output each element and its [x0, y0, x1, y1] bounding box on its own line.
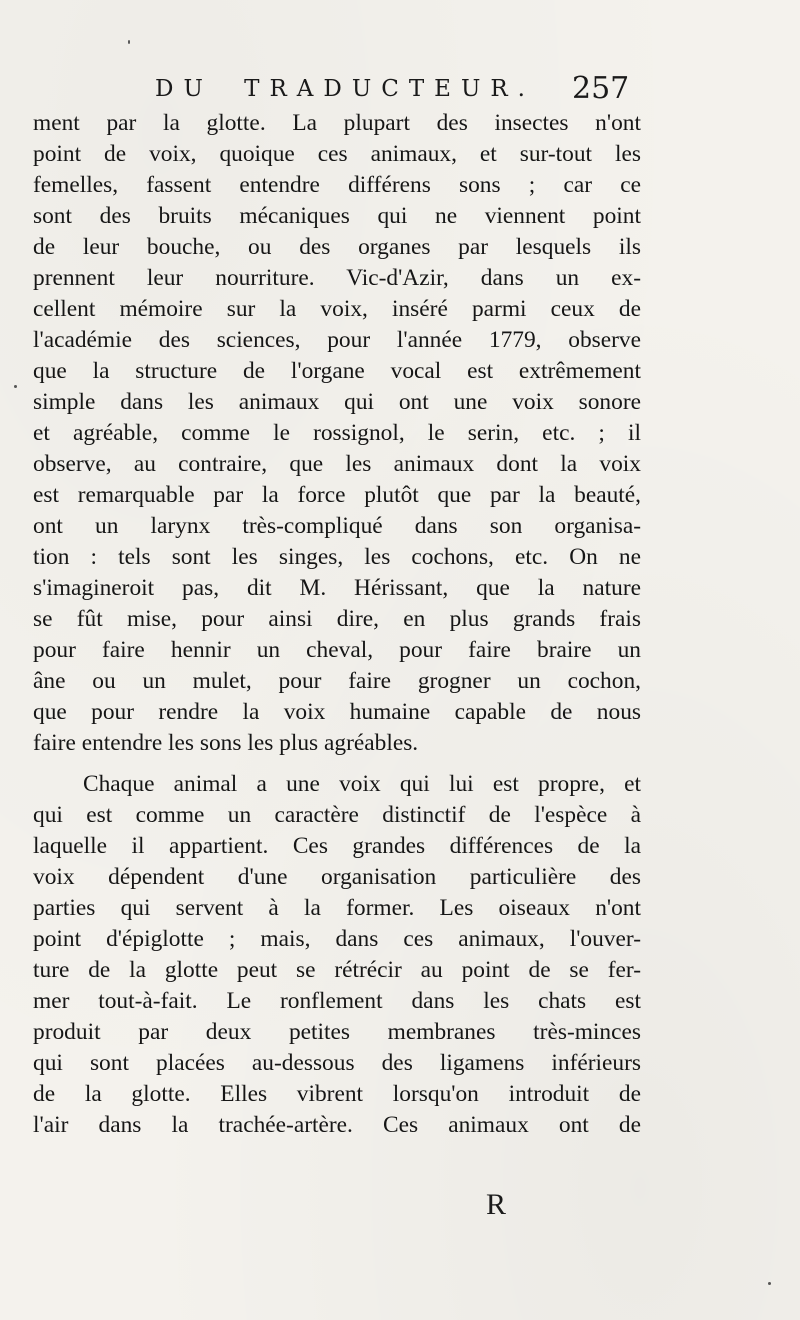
text-line: âne ou un mulet, pour faire grogner un cochon, — [33, 668, 641, 694]
text-line: et agréable, comme le rossignol, le serin, etc. ; il — [33, 420, 641, 446]
text-line: ment par la glotte. La plupart des insectes n'ont — [33, 110, 641, 136]
text-line: parties qui servent à la former. Les oiseaux n'ont — [33, 895, 641, 921]
text-line: produit par deux petites membranes très-minces — [33, 1019, 641, 1045]
text-line: sont des bruits mécaniques qui ne viennent point — [33, 203, 641, 229]
text-line: simple dans les animaux qui ont une voix sonore — [33, 389, 641, 415]
text-line: est remarquable par la force plutôt que par la beauté, — [33, 482, 641, 508]
text-line: qui sont placées au-dessous des ligamens inférieurs — [33, 1050, 641, 1076]
ink-speck — [768, 1282, 771, 1285]
text-line: de la glotte. Elles vibrent lorsqu'on introduit de — [33, 1081, 641, 1107]
text-line: observe, au contraire, que les animaux dont la voix — [33, 451, 641, 477]
text-line: ture de la glotte peut se rétrécir au point de se fer- — [33, 957, 641, 983]
text-line: tion : tels sont les singes, les cochons, etc. On ne — [33, 544, 641, 570]
text-line: que pour rendre la voix humaine capable de nous — [33, 699, 641, 725]
text-line: se fût mise, pour ainsi dire, en plus grands frais — [33, 606, 641, 632]
text-line: femelles, fassent entendre différens sons ; car ce — [33, 172, 641, 198]
ink-speck — [14, 385, 17, 388]
running-title: DU TRADUCTEUR. — [155, 76, 535, 102]
text-line: l'air dans la trachée-artère. Ces animaux ont de — [33, 1112, 641, 1138]
signature-mark: R — [486, 1188, 507, 1221]
text-line: cellent mémoire sur la voix, inséré parmi ceux de — [33, 296, 641, 322]
text-line: faire entendre les sons les plus agréables. — [33, 730, 419, 756]
paragraph — [33, 769, 641, 1141]
text-line: Chaque animal a une voix qui lui est propre, et — [83, 771, 641, 797]
ink-speck — [128, 40, 130, 44]
paragraph-gap — [33, 759, 641, 769]
text-line: de leur bouche, ou des organes par lesquels ils — [33, 234, 641, 260]
text-line: que la structure de l'organe vocal est extrêmement — [33, 358, 641, 384]
text-line: prennent leur nourriture. Vic-d'Azir, dans un ex- — [33, 265, 641, 291]
text-line: point d'épiglotte ; mais, dans ces animaux, l'ouver- — [33, 926, 641, 952]
text-line: mer tout-à-fait. Le ronflement dans les chats est — [33, 988, 641, 1014]
body-text — [33, 108, 641, 1141]
text-line: pour faire hennir un cheval, pour faire braire un — [33, 637, 641, 663]
text-line: point de voix, quoique ces animaux, et sur-tout les — [33, 141, 641, 167]
text-line: laquelle il appartient. Ces grandes différences de la — [33, 833, 641, 859]
text-line: voix dépendent d'une organisation particulière des — [33, 864, 641, 890]
paragraph — [33, 108, 641, 759]
text-line: s'imagineroit pas, dit M. Hérissant, que la nature — [33, 575, 641, 601]
text-line: ont un larynx très-compliqué dans son organisa- — [33, 513, 641, 539]
text-line: l'académie des sciences, pour l'année 1779, observe — [33, 327, 641, 353]
text-line: qui est comme un caractère distinctif de l'espèce à — [33, 802, 641, 828]
page-number: 257 — [572, 71, 630, 106]
